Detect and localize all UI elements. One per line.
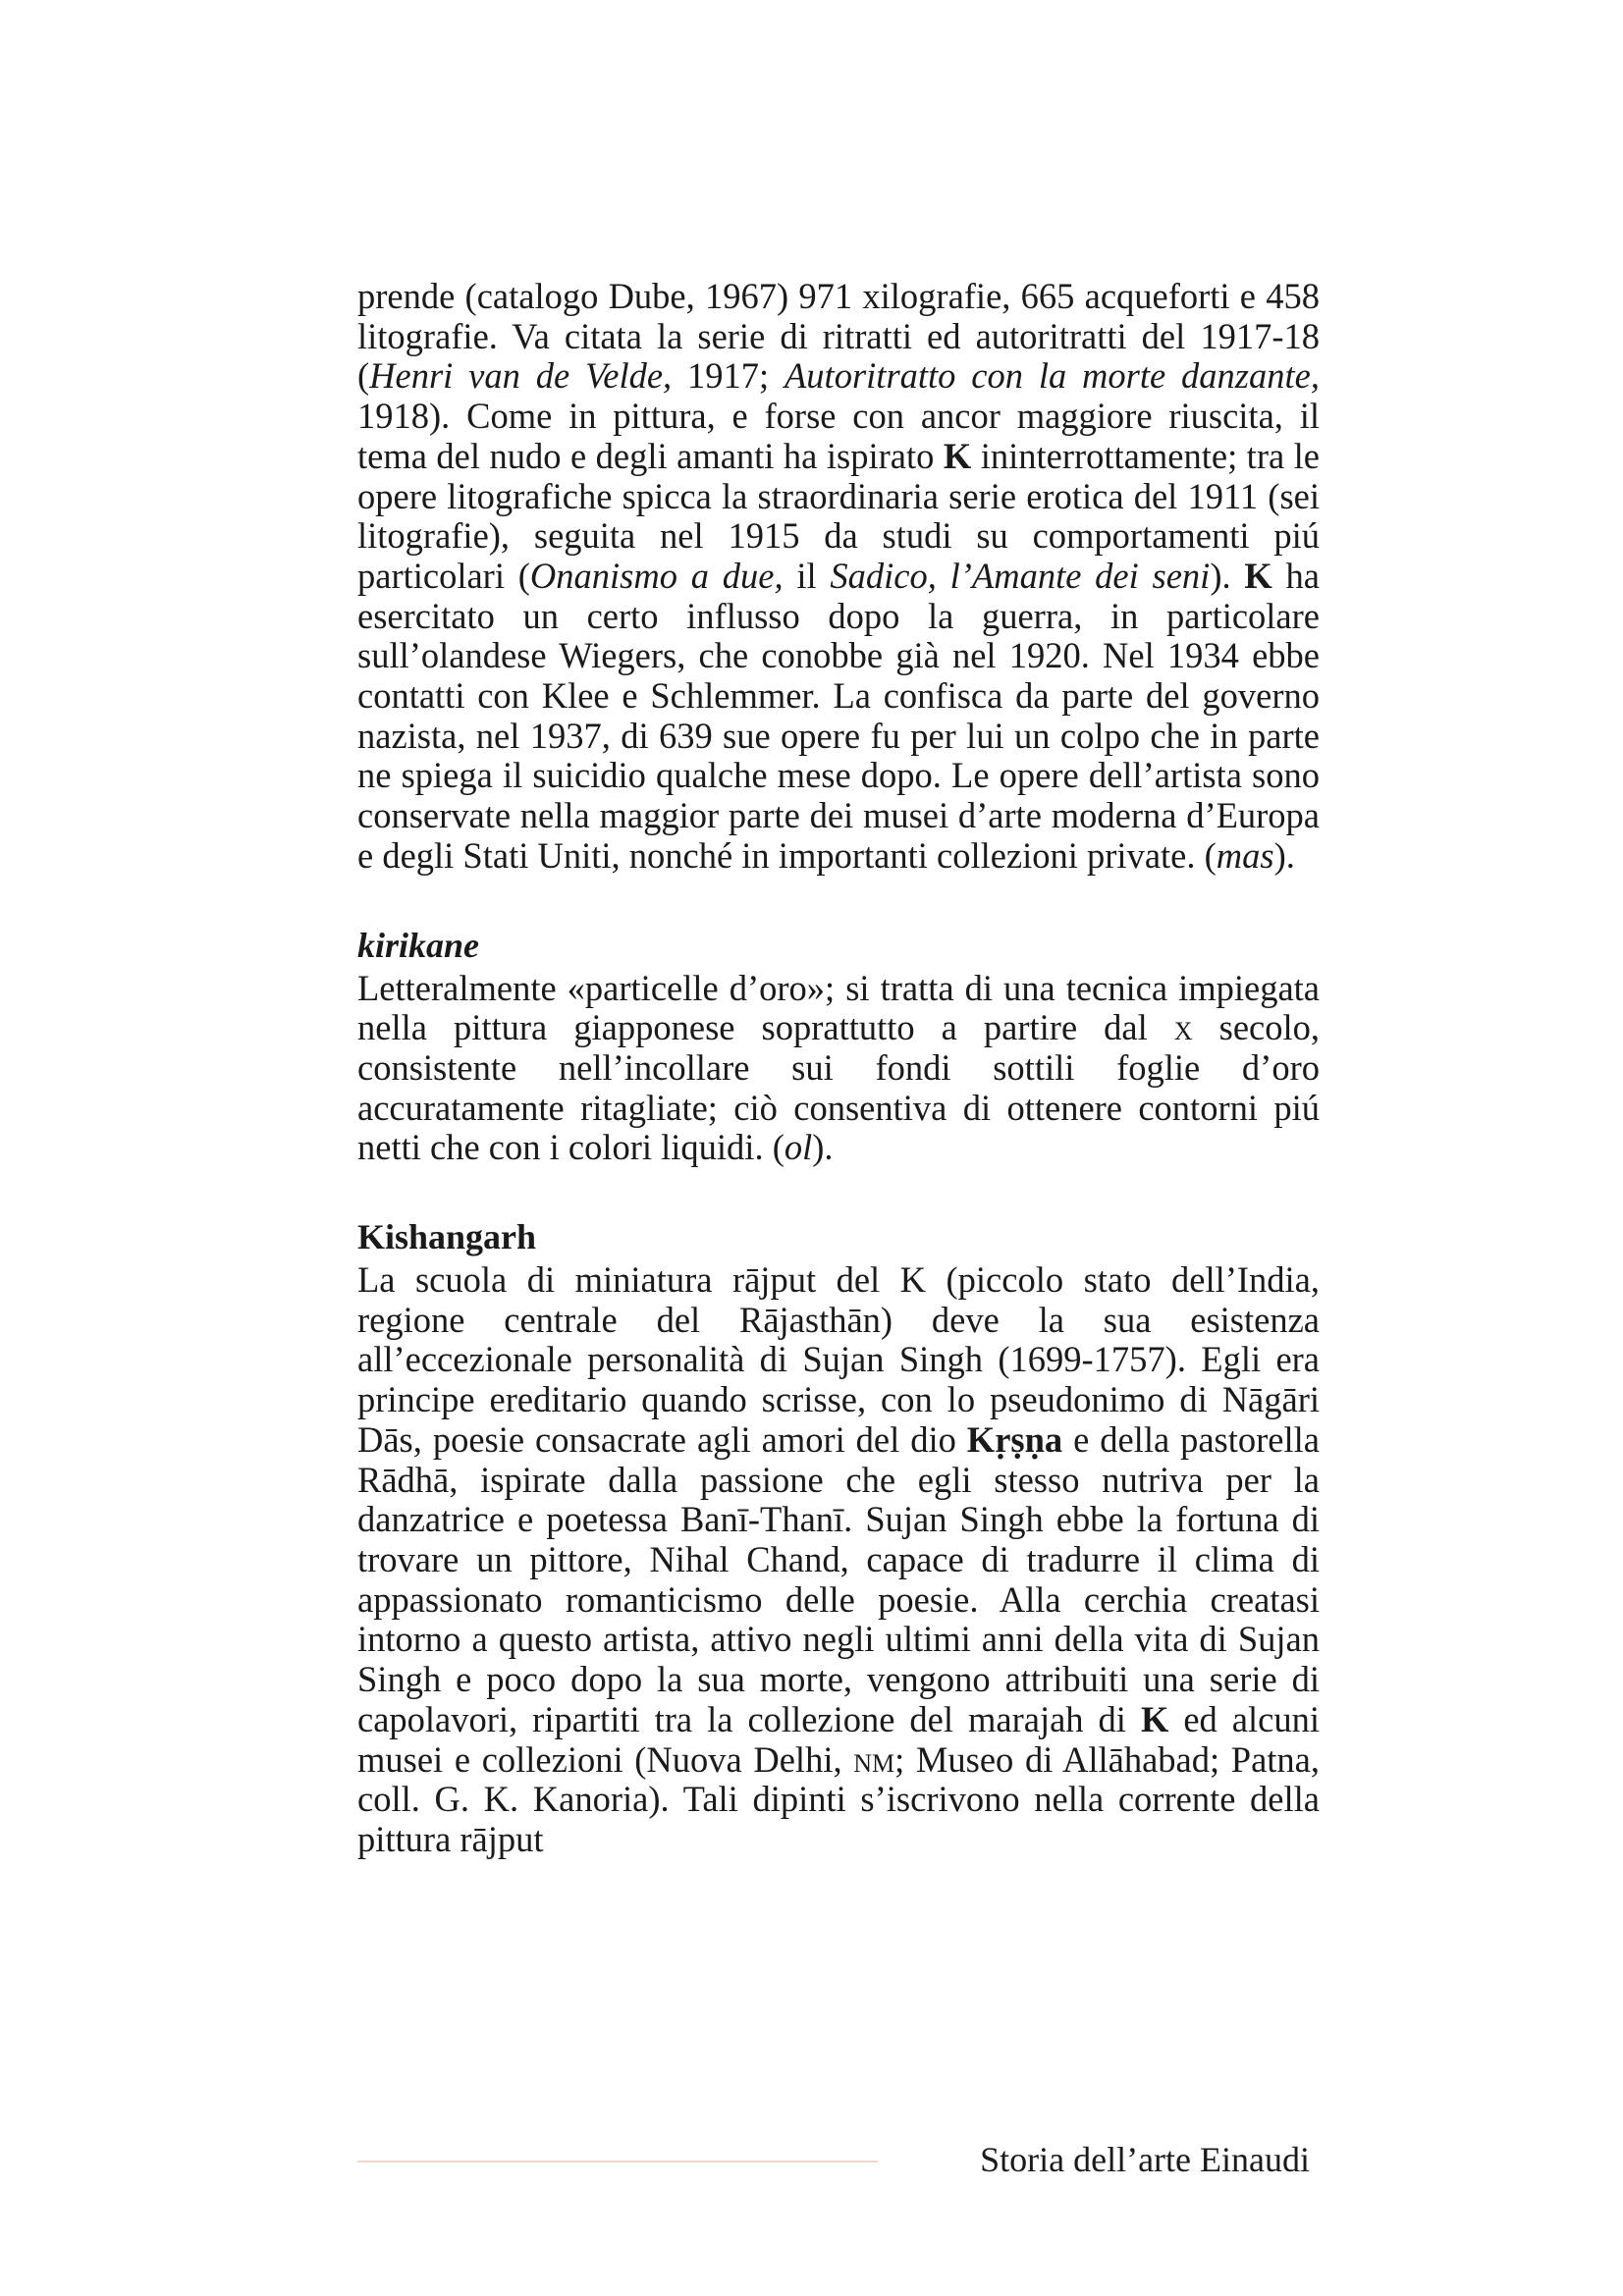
entry-title: kirikane	[357, 925, 480, 965]
italic-run: Sadico, l’Amante dei seni	[830, 555, 1211, 596]
publisher-name: Storia dell’arte Einaudi	[980, 2140, 1310, 2179]
text-run: e della pastorella Rādhā, ispirate dalla passione che egli stesso nutriva per la danzatrice e poetessa Banī-Thanī. Sujan Singh ebbe la fortuna di trovare un pittore, Nihal Chand, capace di tradurre il clima di appassionato romanticismo delle poesie. Alla cerchia creatasi intorno a questo artista, attivo negli ultimi anni della vita di Sujan Singh e poco dopo la sua morte, vengono attribuiti una serie di capolavori, ripartiti tra la collezione del marajah di	[357, 1418, 1320, 1739]
bold-run: K	[1140, 1698, 1169, 1739]
text-run: ed alcuni musei e collezioni (Nuova Delhi,	[357, 1698, 1320, 1780]
text-run: secolo, consistente nell’incollare sui fondi sottili foglie d’oro accuratamente ritagliate; ciò consentiva di ottenere contorni piú netti che con i colori liquidi. (	[357, 1007, 1320, 1168]
text-run: La scuola di miniatura rājput del K (piccolo stato dell’India, regione centrale del Rājasthān) deve la sua esistenza all’eccezionale personalità di Sujan Singh (1699-1757). Egli era principe ereditario quando scrisse, con lo pseudonimo di Nāgāri Dās, poesie consacrate agli amori del dio	[357, 1259, 1320, 1460]
small-caps-run: nm	[853, 1738, 895, 1780]
text-run: ininterrottamente; tra le opere litografiche spicca la straordinaria serie erotica del 1911 (sei litografie), seguita nel 1915 da studi su comportamenti piú particolari (	[357, 435, 1321, 596]
italic-run: Henri van de Velde,	[369, 355, 673, 397]
text-run: prende (catalogo Dube, 1967) 971 xilografie, 665 acqueforti e 458 litografie. Va citata la serie di ritratti ed autoritratti del 1917-18 (	[357, 276, 1320, 397]
text-run: 1918). Come in pittura, e forse con ancor maggiore riuscita, il tema del nudo e degli amanti ha ispirato	[357, 396, 1320, 476]
small-caps-run: x	[1173, 1007, 1193, 1048]
italic-run: Autoritratto con la morte danzante,	[784, 355, 1320, 397]
text-run: il	[783, 555, 831, 596]
text-run: ha esercitato un certo influsso dopo la guerra, in particolare sull’olandese Wiegers, che conobbe già nel 1920. Nel 1934 ebbe contatti con Klee e Schlemmer. La confisca da parte del governo nazista, nel 1937, di 639 sue opere fu per lui un colpo che in parte ne spiega il suicidio qualche mese dopo. Le opere dell’artista sono conservate nella maggior parte dei musei d’arte moderna d’Europa e degli Stati Uniti, nonché in importanti collezioni private. (	[357, 555, 1320, 876]
footer-rule	[357, 2161, 878, 2163]
intro-paragraph	[357, 277, 1320, 877]
italic-run: Onanismo a due,	[529, 555, 784, 596]
entry-kishangarh	[357, 1215, 1320, 1860]
text-run: ).	[1210, 555, 1245, 596]
entry-kirikane	[357, 924, 1320, 1169]
entry-text	[357, 1260, 1320, 1860]
bold-run: K	[943, 435, 972, 476]
text-run: ).	[812, 1127, 834, 1168]
page-body	[357, 277, 1320, 1860]
text-run: 1917;	[672, 355, 785, 397]
text-run: Letteralmente «particelle d’oro»; si tratta di una tecnica impiegata nella pittura giapponese soprattutto a partire dal	[357, 967, 1320, 1048]
italic-run: mas	[1216, 834, 1274, 876]
entry-text	[357, 969, 1320, 1169]
text-run: ).	[1273, 834, 1295, 876]
italic-run: ol	[784, 1127, 813, 1168]
bold-run: Kṛṣṇa	[966, 1418, 1063, 1460]
text-run: ; Museo di Allāhabad; Patna, coll. G. K. Kanoria). Tali dipinti s’iscrivono nella corrente della pittura rājput	[357, 1738, 1320, 1859]
page-footer	[357, 2138, 1310, 2187]
entry-title: Kishangarh	[357, 1217, 537, 1257]
bold-run: K	[1244, 555, 1272, 596]
